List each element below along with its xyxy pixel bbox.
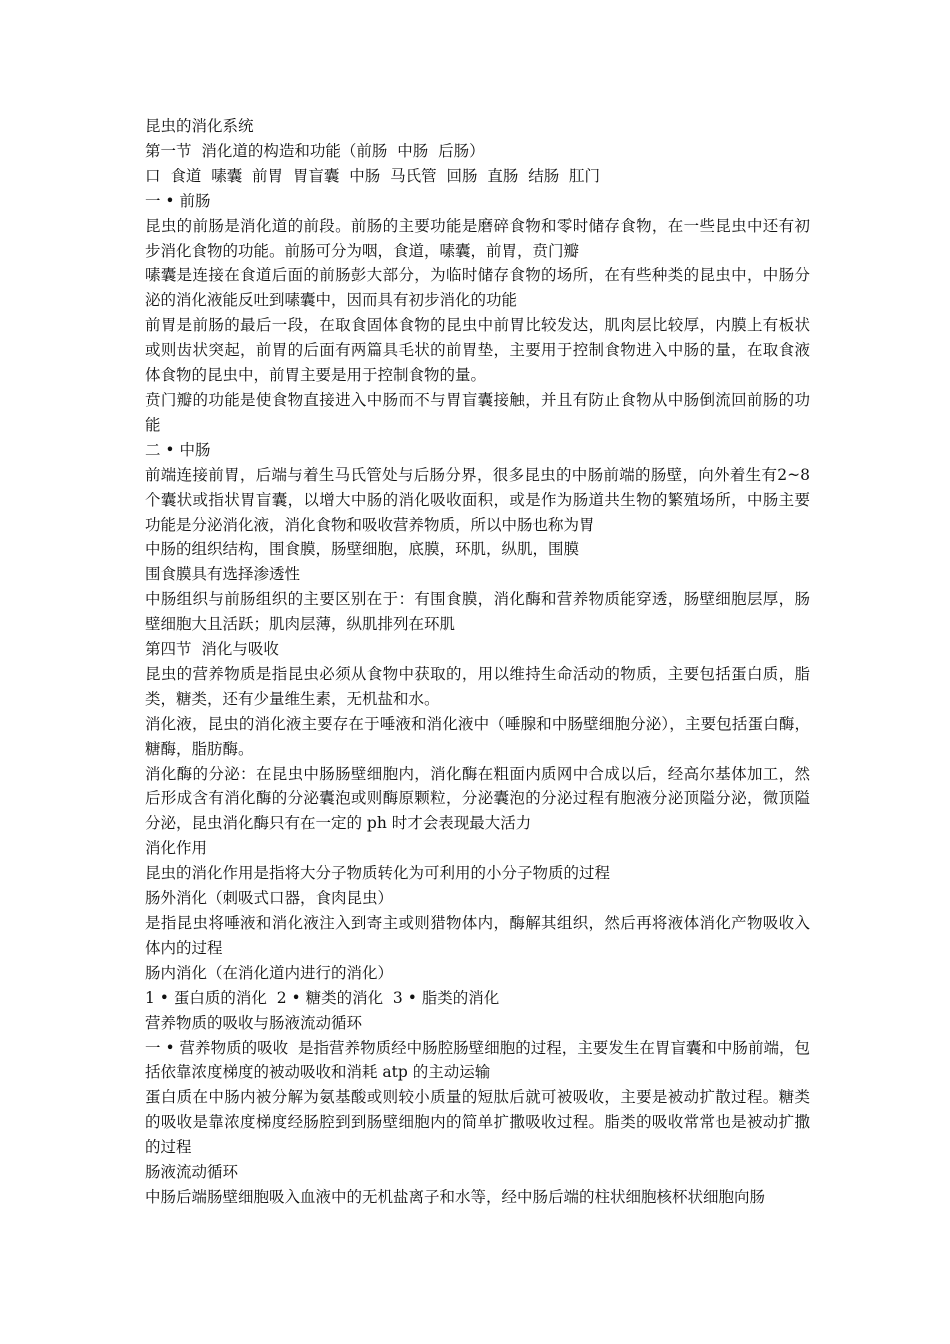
subheading-digestion: 消化作用: [145, 839, 208, 858]
paragraph: 昆虫的消化作用是指将大分子物质转化为可利用的小分子物质的过程: [145, 864, 611, 883]
paragraph: 一 • 营养物质的吸收 是指营养物质经中肠腔肠壁细胞的过程，主要发生在胃盲囊和中肠前端，包括依靠浓度梯度的被动吸收和消耗 atp 的主动运输: [145, 1038, 810, 1082]
paragraph: 前端连接前胃，后端与着生马氏管处与后肠分界，很多昆虫的中肠前端的肠壁，向外着生有2~8 个囊状或指状胃盲囊，以增大中肠的消化吸收面积，或是作为肠道共生物的繁殖场所，中肠主要功能是分泌消化液，消化食物和吸收营养物质，所以中肠也称为胃: [145, 465, 815, 534]
paragraph: 围食膜具有选择渗透性: [145, 565, 301, 584]
paragraph: 消化酶的分泌：在昆虫中肠肠壁细胞内，消化酶在粗面内质网中合成以后，经高尔基体加工，然后形成含有消化酶的分泌囊泡或则酶原颗粒，分泌囊泡的分泌过程有胞液分泌顶隘分泌，微顶隘分泌，昆虫消化酶只有在一定的 ph 时才会表现最大活力: [145, 764, 810, 833]
paragraph: 中肠后端肠壁细胞吸入血液中的无机盐离子和水等，经中肠后端的柱状细胞核杯状细胞向肠: [145, 1187, 766, 1206]
subheading-midgut: 二 • 中肠: [145, 440, 211, 459]
subheading-extraintestinal: 肠外消化（刺吸式口器，食肉昆虫）: [145, 889, 394, 908]
paragraph: 蛋白质在中肠内被分解为氨基酸或则较小质量的短肽后就可被吸收，主要是被动扩散过程。糖类的吸收是靠浓度梯度经肠腔到到肠壁细胞内的简单扩撒吸收过程。脂类的吸收常常也是被动扩撒的过程: [145, 1088, 810, 1157]
paragraph: 嗉囊是连接在食道后面的前肠彭大部分，为临时储存食物的场所，在有些种类的昆虫中，中肠分泌的消化液能反吐到嗉囊中，因而具有初步消化的功能: [145, 266, 810, 310]
paragraph: 1 • 蛋白质的消化 2 • 糖类的消化 3 • 脂类的消化: [145, 988, 500, 1007]
subheading-circulation: 肠液流动循环: [145, 1163, 239, 1182]
document-title: 昆虫的消化系统: [145, 117, 254, 135]
paragraph: 昆虫的前肠是消化道的前段。前肠的主要功能是磨碎食物和零时储存食物，在一些昆虫中还有初步消化食物的功能。前肠可分为咽，食道，嗉囊，前胃，贲门瓣: [145, 216, 810, 260]
paragraph: 中肠的组织结构，围食膜，肠壁细胞，底膜，环肌，纵肌，围膜: [145, 540, 580, 559]
paragraph: 中肠组织与前肠组织的主要区别在于：有围食膜，消化酶和营养物质能穿透，肠壁细胞层厚，肠壁细胞大且活跃；肌肉层薄，纵肌排列在环肌: [145, 590, 810, 634]
document-page: [145, 114, 815, 1210]
section-heading-1: 第一节 消化道的构造和功能（前肠 中肠 后肠）: [145, 141, 485, 160]
section-heading-4: 第四节 消化与吸收: [145, 640, 279, 659]
paragraph: 贲门瓣的功能是使食物直接进入中肠而不与胃盲囊接触，并且有防止食物从中肠倒流回前肠的功能: [145, 390, 810, 434]
subheading-intraintestinal: 肠内消化（在消化道内进行的消化）: [145, 963, 394, 982]
paragraph: 消化液，昆虫的消化液主要存在于唾液和消化液中（唾腺和中肠壁细胞分泌），主要包括蛋白酶，糖酶，脂肪酶。: [145, 714, 810, 758]
paragraph: 口 食道 嗉囊 前胃 胃盲囊 中肠 马氏管 回肠 直肠 结肠 肛门: [145, 166, 601, 185]
paragraph: 是指昆虫将唾液和消化液注入到寄主或则猎物体内，酶解其组织，然后再将液体消化产物吸收入体内的过程: [145, 914, 810, 957]
subheading-absorption: 营养物质的吸收与肠液流动循环: [145, 1013, 363, 1032]
paragraph: 前胃是前肠的最后一段，在取食固体食物的昆虫中前胃比较发达，肌肉层比较厚，内膜上有板状或则齿状突起，前胃的后面有两篇具毛状的前胃垫，主要用于控制食物进入中肠的量，在取食液体食物的昆虫中，前胃主要是用于控制食物的量。: [145, 316, 810, 385]
subheading-foregut: 一 • 前肠: [145, 191, 211, 210]
paragraph: 昆虫的营养物质是指昆虫必须从食物中获取的，用以维持生命活动的物质，主要包括蛋白质，脂类，糖类，还有少量维生素，无机盐和水。: [145, 664, 810, 708]
